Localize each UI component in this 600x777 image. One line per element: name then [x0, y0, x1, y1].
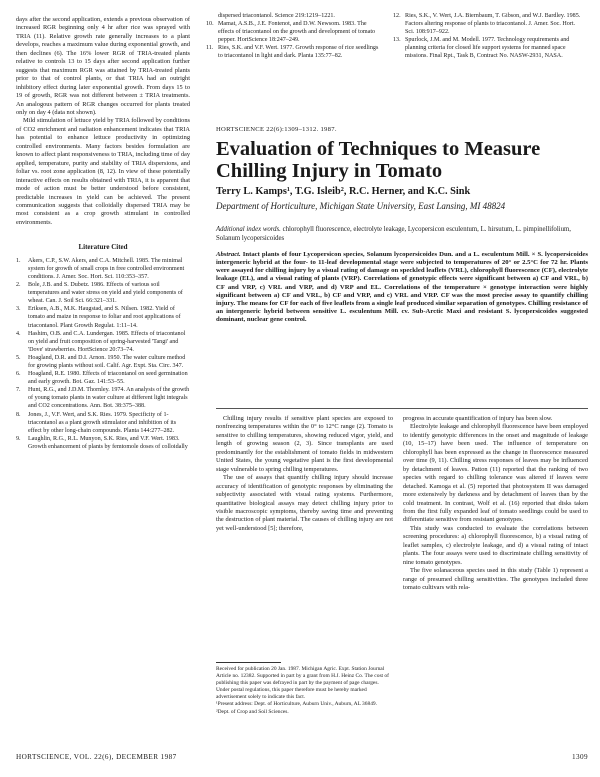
reference-list-continued — [206, 12, 383, 61]
page-footer — [16, 753, 588, 765]
author-list: Terry L. Kamps¹, T.G. Isleib², R.C. Herner, and K.C. Sink — [216, 186, 471, 197]
reference-item — [16, 354, 190, 370]
body-paragraph: progress in accurate quantification of injury has been slow. — [403, 415, 553, 422]
reference-number: 5. — [16, 354, 21, 361]
index-words — [216, 226, 588, 243]
reference-text: Hoagland, D.R. and D.I. Arnon. 1950. The water culture method for growing plants without soil. Calif. Agr. Expt. Sta. Circ. 347. — [28, 354, 186, 369]
reference-text: Bole, J.B. and S. Dubetz. 1986. Effects of various soil temperatures and water stress on yield and yield components of wheat. Can. J. Soil Sci. 66:321–331. — [28, 282, 183, 305]
reference-text: Hunt, R.G., and J.D.M. Thornley. 1974. An analysis of the growth of young tomato plants in water culture at different light integrals and CO2 concentrations. Ann. Bot. 38:375–388. — [28, 387, 190, 410]
body-paragraph: The five solanaceous species used in this study (Table 1) represent a range of presumed chilling sensitivities. The genotypes included three tomato cultivars with rela- — [403, 567, 588, 592]
reference-text: Hoagland, R.E. 1980. Effects of triacontanol on seed germination and early growth. Bot. Gaz. 141:53–55. — [28, 371, 188, 386]
reference-text: Ries, S.K., V. Wert, J.A. Biernbaum, T. Gibson, and W.J. Bardley. 1985. Factors altering response of plants to triacontanol. J. Amer. Soc. Hort. Sci. 108:917–922. — [405, 13, 581, 36]
reference-text: Mamat, A.S.B., J.E. Fontenot, and D.W. Newsom. 1983. The effects of triacontanol on the growth and development of tomato pepper. HortScience 18:247–249. — [218, 21, 376, 44]
reference-number — [206, 12, 218, 20]
reference-item — [393, 12, 585, 36]
abstract-divider — [216, 408, 588, 409]
footnotes — [216, 666, 393, 716]
footnote: ²Dept. of Crop and Soil Sciences. — [216, 708, 289, 715]
reference-text: Jones, J., V.F. Wert, and S.K. Ries. 1979. Specificity of 1-triacontanol as a plant growth stimulator and inhibition of its effect by other long-chain compounds. Planta 144:277–282. — [28, 411, 177, 434]
reference-text: Hashim, O.B. and C.A. Lundergan. 1985. Effects of triacontanol on yield and fruit composition of spring-harvested 'Tangi' and 'Dove' strawberries. HortScience 20:73–74. — [28, 330, 186, 353]
reference-list — [16, 257, 190, 451]
reference-number: 11. — [206, 45, 214, 52]
left-column — [16, 16, 190, 451]
reference-number: 13. — [393, 37, 401, 44]
reference-text: Akers, C.P., S.W. Akers, and C.A. Mitchell. 1985. The minimal system for growth of small crops in free controlled environment conditions. J. Amer. Soc. Hort. Sci. 110:353–357. — [28, 257, 185, 280]
author-affiliation: Department of Horticulture, Michigan State University, East Lansing, MI 48824 — [216, 201, 506, 211]
index-words-label: Additional index words. — [216, 226, 281, 233]
reference-number: 9. — [16, 435, 21, 442]
body-paragraph: Mild stimulation of lettuce yield by TRIA followed by conditions of CO2 enrichment and radiation enhancement indicates that TRIA has potential to enhance lettuce productivity in optimizing controlled environments. Many factors besides formulation are known to affect plant responsiveness to TRIA, including time of day applied, temperature, purity and stability of TRIA dispersions, and foliar vs. root zone application (8, 12). In view of these potentially interactive effects on results obtained with TRIA, it is apparent that mode of action must be better understood before consistent, predictable increases in yield can be achieved. The present communication suggests that colloidally dispersed TRIA may be most consistent as a crop growth stimulant in controlled environments. — [16, 117, 191, 226]
body-column-right — [403, 415, 588, 593]
reference-text: Ries, S.K. and V.F. Wert. 1977. Growth response of rice seedlings to triacontanol in light and dark. Planta 135:77–82. — [218, 45, 379, 60]
body-paragraph: This study was conducted to evaluate the correlations between screening procedures: a) chlorophyll fluorescence, b) a visual rating of leaflet samples, c) electrolyte leakage, and d) a visual rating of intact plants. The four assays were used to discriminate chilling sensitivity of nine tomato genotypes. — [403, 524, 588, 566]
reference-item — [16, 386, 190, 410]
reference-text: Spurlock, J.M. and M. Modell. 1977. Technology requirements and planning criteria for closed life support systems for manned space missions. Final Rpt., Task B, Contract No. NASW-2931, NASA. — [405, 37, 570, 60]
reference-item — [16, 257, 190, 281]
abstract-label: Abstract. — [216, 251, 241, 258]
reference-item — [16, 411, 190, 435]
reference-list-continued — [393, 12, 585, 61]
reference-item — [16, 435, 190, 451]
reference-number: 1. — [16, 257, 21, 264]
reference-item — [393, 36, 585, 60]
journal-citation: HORTSCIENCE 22(6):1309–1312. 1987. — [216, 126, 337, 133]
reference-text: Eriksen, A.B., M.K. Haugstad, and S. Nilsen. 1982. Yield of tomato and maize in response to foliar and root applications of triacontanol. Plant Growth Regulat. 1:11–14. — [28, 306, 181, 329]
page-number: 1309 — [572, 753, 588, 761]
abstract — [216, 251, 588, 324]
footnote: Received for publication 20 Jan. 1987. Michigan Agric. Expt. Station Journal Article no. 12382. Supported in part by a grant from H.J. Heinz Co. The cost of publishing this paper was defrayed in part by the payment of page charges. Under postal regulations, this paper therefore must be hereby marked advertisement solely to indicate this fact. — [216, 666, 389, 701]
reference-item — [206, 44, 383, 60]
body-paragraph: days after the second application, extends a previous observation of increased RGR beginning only 4 hr after rice was sprayed with TRIA (11). Relative growth rate generally increases to a plant develops, reaches a maximum value during exponential growth, and then declines (6). The 16% lower RGR of TRIA-treated plants relative to controls 13 to 15 days after second application further suggests that maximum RGR was attained by TRIA-treated plants prior to that of control plants, or that TRIA had an outright inhibitory effect during later exponential growth. From days 15 to 19 of growth, RGR was not different between ± TRIA treatments. An analogous pattern of RGR changes occurred for plants treated only on day 4 (data not shown). — [16, 16, 190, 116]
footer-journal-name: HORTSCIENCE, VOL. 22(6), DECEMBER 1987 — [16, 753, 177, 761]
reference-item — [16, 305, 190, 329]
reference-text: Laughlin, R.G., R.L. Munyon, S.K. Ries, and V.F. Wert. 1983. Growth enhancement of plants by femtomole doses of colloidally — [28, 435, 188, 450]
footnote-divider — [216, 662, 281, 663]
reference-number: 4. — [16, 330, 21, 337]
reference-text: dispersed triacontanol. Science 219:1219–1221. — [218, 13, 335, 19]
reference-number: 12. — [393, 13, 401, 19]
body-paragraph: Electrolyte leakage and chlorophyll fluorescence have been employed to identify genotypic differences in the onset and magnitude of leakage (10, 15–17) have been used. The influence of temperature on chlorophyll has been expressed as the change in fluorescence measured over time (9, 11). Chilling stress responses of leaves may be influenced by detachment of leaves. Patton (11) reported that the ranking of two species with regard to chilling tolerance was altered if leaves were detached. Kamoga et al. (5) reported that photosystem II was damaged more extensively by darkness and by detachment of leaves than by the cold treatment. In contrast, Wolf et al. (16) reported that disks taken from the first fully expanded leaf of tomato seedlings could be used to differentiate sensitive from resistant genotypes. — [403, 423, 588, 524]
reference-number: 10. — [206, 21, 214, 28]
reference-number: 3. — [16, 306, 21, 313]
article-title: Evaluation of Techniques to Measure Chilling Injury in Tomato — [216, 138, 541, 182]
references-heading: Literature Cited — [78, 243, 128, 252]
reference-item — [16, 370, 190, 386]
reference-item — [16, 281, 190, 305]
reference-number: 6. — [16, 371, 21, 378]
reference-number: 7. — [16, 387, 21, 394]
abstract-text: Intact plants of four Lycopersicon species, Solanum lycopersicoides Dun. and a L. esculentum Mill. × S. lycopersicoides intergeneric hybrid at the four- to 11-leaf developmental stage were subjected to temperatures of 20° or 2.5°C for 72 hr. Plants were assayed for chilling injury by a visual rating of damage on speckled leaflets (VRL), chlorophyll fluorescence (CF), electrolyte leakage (EL), and a visual rating of plants (VRP). Correlations of genotypic effects were significant between a) CF and VRL, b) CF and VRP, c) VRL and VRP, and d) VRP and EL. Correlations of the temperature × genotype interaction were highly significant between a) CF and VRL, b) CF and VRP, and c) VRL and VRP. CF was the most precise assay to quantify chilling injury. The means for CF for each of five leaflets from a single leaf produced similar separation of genotypes. Chilling resistance of an intergeneric hybrid between sensitive L. esculentum Mill. cv. Sub-Arctic Maxi and resistant S. lycopersicoides suggested dominant, nuclear gene control. — [216, 251, 588, 324]
body-paragraph: Chilling injury results if sensitive plant species are exposed to nonfreezing temperatures within the 0° to 12°C range (2). Tomato is sensitive to chilling temperatures, showing reduced vigor, yield, and length of growing season (2, 3). Since transplants are used predominantly for the establishment of tomato fields in midwestern United States, the young vegetative plant is the first developmental stage vulnerable to spring chilling temperatures. — [216, 415, 393, 473]
body-paragraph: The use of assays that quantify chilling injury should increase accuracy of identification of genotypic responses by eliminating the subjectivity associated with visual rating systems. Furthermore, quantitative biological assays may detect chilling injury prior to visible macroscopic symptoms, thereby saving time and preventing the destruction of plant material. The causes of chilling injury are not yet well-understood [5]; therefore, — [216, 474, 393, 532]
footnote: ¹Present address: Dept. of Horticulture, Auburn Univ., Auburn, AL 36849. — [216, 701, 378, 708]
reference-item — [16, 330, 190, 354]
body-column-middle — [216, 415, 393, 533]
index-words-text: chlorophyll fluorescence, electrolyte leakage, Lycopersicon esculentum, L. hirsutum, L. pimpinellifolium, Solanum lycopersicoides — [216, 226, 571, 242]
reference-number: 2. — [16, 282, 21, 289]
reference-item — [206, 20, 383, 44]
reference-item — [206, 12, 383, 20]
reference-number: 8. — [16, 411, 21, 418]
